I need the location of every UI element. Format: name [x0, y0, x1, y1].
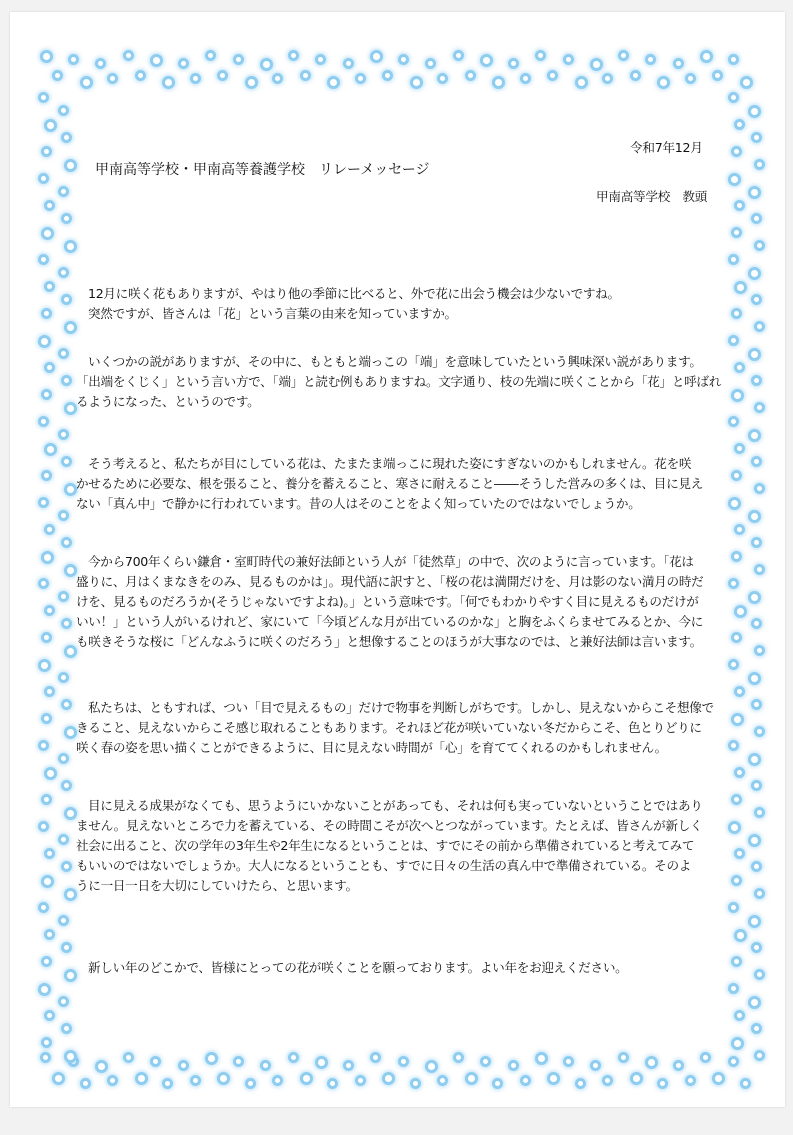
bubble-dot: [425, 1060, 438, 1073]
text-line: いくつかの説がありますが、その中に、もともと端っこの「端」を意味していたという興味深い説があります。: [88, 354, 702, 369]
bubble-dot: [52, 1072, 65, 1085]
bubble-dot: [61, 375, 72, 386]
bubble-dot: [728, 54, 739, 65]
bubble-dot: [535, 50, 546, 61]
bubble-dot: [547, 70, 558, 81]
bubble-dot: [590, 58, 603, 71]
bubble-dot: [58, 267, 69, 278]
bubble-dot: [41, 227, 54, 240]
bubble-dot: [58, 429, 69, 440]
bubble-dot: [44, 767, 57, 780]
bubble-dot: [61, 132, 72, 143]
bubble-dot: [734, 767, 745, 778]
bubble-dot: [575, 76, 588, 89]
text-line: そう考えると、私たちが目にしている花は、たまたま端っこに現れた姿にすぎないのかもしれません。花を咲: [88, 456, 692, 471]
bubble-dot: [260, 58, 273, 71]
bubble-dot: [260, 1060, 271, 1071]
bubble-dot: [410, 76, 423, 89]
bubble-dot: [38, 740, 49, 751]
bubble-dot: [751, 132, 762, 143]
bubble-dot: [61, 537, 72, 548]
text-line: 突然ですが、皆さんは「花」という言葉の由来を知っていますか。: [88, 306, 457, 321]
bubble-dot: [58, 753, 69, 764]
bubble-dot: [150, 1056, 161, 1067]
bubble-dot: [748, 429, 761, 442]
bubble-dot: [162, 1078, 173, 1089]
bubble-dot: [618, 50, 629, 61]
bubble-dot: [41, 1037, 52, 1048]
bubble-dot: [52, 70, 63, 81]
bubble-dot: [734, 929, 747, 942]
bubble-dot: [480, 1056, 491, 1067]
text-line: るようになった、というのです。: [76, 394, 260, 409]
bubble-dot: [748, 996, 761, 1009]
bubble-dot: [135, 70, 146, 81]
paragraph-3: [76, 454, 736, 514]
bubble-dot: [343, 1060, 354, 1071]
bubble-dot: [58, 186, 69, 197]
bubble-dot: [754, 807, 765, 818]
bubble-dot: [272, 73, 283, 84]
bubble-dot: [754, 726, 765, 737]
bubble-dot: [44, 1010, 55, 1021]
bubble-dot: [748, 834, 761, 847]
bubble-dot: [41, 551, 54, 564]
bubble-dot: [751, 780, 762, 791]
bubble-dot: [630, 70, 641, 81]
bubble-dot: [272, 1075, 283, 1086]
bubble-dot: [751, 618, 762, 629]
bubble-dot: [162, 76, 175, 89]
bubble-dot: [217, 70, 228, 81]
bubble-dot: [315, 1056, 328, 1069]
text-line: いい！」という人がいるけれど、家にいて「今頃どんな月が出ているのかな」と胸をふくらませてみるとか、今に: [76, 614, 703, 629]
bubble-dot: [657, 1078, 668, 1089]
bubble-dot: [288, 50, 299, 61]
bubble-dot: [38, 578, 49, 589]
bubble-dot: [95, 1060, 108, 1073]
bubble-dot: [61, 213, 72, 224]
text-line: 12月に咲く花もありますが、やはり他の季節に比べると、外で花に出会う機会は少ないですね。: [88, 286, 620, 301]
bubble-dot: [61, 294, 72, 305]
bubble-dot: [41, 470, 52, 481]
bubble-dot: [453, 50, 464, 61]
bubble-dot: [38, 173, 49, 184]
bubble-dot: [740, 76, 753, 89]
bubble-dot: [734, 200, 745, 211]
bubble-dot: [38, 902, 49, 913]
bubble-dot: [657, 76, 670, 89]
bubble-dot: [645, 54, 656, 65]
bubble-dot: [41, 389, 52, 400]
bubble-dot: [41, 308, 52, 319]
bubble-dot: [44, 443, 57, 456]
bubble-dot: [382, 70, 393, 81]
bubble-dot: [44, 524, 55, 535]
bubble-dot: [754, 483, 765, 494]
bubble-dot: [520, 1075, 531, 1086]
bubble-dot: [751, 456, 762, 467]
bubble-dot: [107, 73, 118, 84]
bubble-dot: [38, 983, 51, 996]
bubble-dot: [465, 1072, 478, 1085]
bubble-dot: [41, 794, 52, 805]
document-date: 令和7年12月: [630, 140, 703, 155]
bubble-dot: [754, 321, 765, 332]
text-line: もいいのではないでしょうか。大人になるということも、すでに日々の生活の真ん中で準備されている。そのよ: [76, 858, 692, 873]
bubble-dot: [437, 1075, 448, 1086]
bubble-dot: [602, 73, 613, 84]
bubble-dot: [754, 159, 765, 170]
bubble-dot: [734, 686, 745, 697]
bubble-dot: [492, 76, 505, 89]
text-line: 「出端をくじく」という言い方で、「端」と読む例もありますね。文字通り、枝の先端に咲くことから「花」と呼ばれ: [76, 374, 722, 389]
bubble-dot: [751, 861, 762, 872]
bubble-dot: [748, 672, 761, 685]
paragraph-7: [76, 958, 736, 978]
bubble-dot: [233, 1056, 244, 1067]
bubble-dot: [64, 1050, 77, 1063]
bubble-dot: [38, 821, 49, 832]
bubble-dot: [728, 254, 739, 265]
bubble-dot: [751, 699, 762, 710]
bubble-dot: [370, 1052, 381, 1063]
bubble-dot: [731, 1037, 744, 1050]
bubble-dot: [754, 402, 765, 413]
bubble-dot: [751, 537, 762, 548]
bubble-dot: [61, 861, 72, 872]
bubble-dot: [754, 240, 765, 251]
bubble-dot: [590, 1060, 601, 1071]
bubble-dot: [370, 50, 383, 63]
bubble-dot: [734, 119, 745, 130]
bubble-dot: [748, 753, 761, 766]
bubble-dot: [437, 73, 448, 84]
bubble-dot: [748, 915, 761, 928]
bubble-dot: [38, 254, 49, 265]
bubble-dot: [41, 875, 54, 888]
bubble-dot: [734, 524, 745, 535]
bubble-dot: [748, 186, 761, 199]
bubble-dot: [38, 335, 51, 348]
bubble-dot: [135, 1072, 148, 1085]
bubble-dot: [673, 1060, 684, 1071]
bubble-dot: [38, 497, 49, 508]
bubble-dot: [61, 780, 72, 791]
bubble-dot: [754, 888, 765, 899]
bubble-dot: [64, 159, 77, 172]
bubble-dot: [61, 942, 72, 953]
bubble-dot: [41, 146, 52, 157]
bubble-dot: [685, 73, 696, 84]
bubble-dot: [712, 1072, 725, 1085]
bubble-dot: [58, 105, 69, 116]
bubble-dot: [728, 335, 739, 346]
bubble-dot: [382, 1072, 395, 1085]
bubble-dot: [731, 227, 742, 238]
document-page: [10, 12, 785, 1107]
bubble-dot: [178, 58, 189, 69]
bubble-dot: [123, 50, 134, 61]
bubble-dot: [58, 591, 69, 602]
bubble-dot: [38, 416, 49, 427]
text-line: 咲く春の姿を思い描くことができるように、目に見えない時間が「心」を育ててくれるのかもしれません。: [76, 740, 667, 755]
bubble-dot: [58, 834, 69, 845]
bubble-dot: [728, 173, 741, 186]
text-line: きること、見えないからこそ感じ取れることもあります。それほど花が咲いていない冬だからこそ、色とりどりに: [76, 720, 702, 735]
bubble-dot: [480, 54, 493, 67]
bubble-dot: [751, 942, 762, 953]
bubble-dot: [563, 54, 574, 65]
bubble-dot: [754, 969, 765, 980]
bubble-dot: [748, 510, 761, 523]
bubble-dot: [58, 996, 69, 1007]
bubble-dot: [44, 281, 55, 292]
bubble-dot: [44, 119, 57, 132]
text-line: けを、見るものだろうか(そうじゃないですよね)。」という意味です。「何でもわかりやすく目に見えるものだけが: [76, 594, 699, 609]
bubble-dot: [61, 618, 72, 629]
bubble-dot: [728, 659, 739, 670]
bubble-dot: [751, 1023, 762, 1034]
document-author: 甲南高等学校 教頭: [596, 189, 708, 204]
bubble-dot: [107, 1075, 118, 1086]
bubble-dot: [453, 1052, 464, 1063]
bubble-dot: [44, 200, 55, 211]
bubble-dot: [41, 632, 52, 643]
bubble-dot: [645, 1056, 658, 1069]
bubble-dot: [700, 1052, 711, 1063]
bubble-dot: [58, 915, 69, 926]
bubble-dot: [740, 1078, 751, 1089]
bubble-dot: [80, 76, 93, 89]
bubble-dot: [41, 713, 52, 724]
bubble-dot: [315, 54, 326, 65]
bubble-dot: [700, 50, 713, 63]
text-line: 新しい年のどこかで、皆様にとっての花が咲くことを願っております。よい年をお迎えください。: [88, 960, 628, 975]
bubble-dot: [178, 1060, 189, 1071]
bubble-dot: [751, 213, 762, 224]
bubble-dot: [95, 58, 106, 69]
bubble-dot: [58, 672, 69, 683]
text-line: うに一日一日を大切にしていけたら、と思います。: [76, 878, 358, 893]
bubble-dot: [728, 1056, 739, 1067]
bubble-dot: [205, 1052, 218, 1065]
bubble-dot: [751, 294, 762, 305]
bubble-dot: [728, 92, 739, 103]
bubble-dot: [734, 1010, 745, 1021]
bubble-dot: [630, 1072, 643, 1085]
bubble-dot: [288, 1052, 299, 1063]
bubble-dot: [300, 70, 311, 81]
bubble-dot: [245, 1078, 256, 1089]
bubble-dot: [58, 348, 69, 359]
bubble-dot: [754, 1050, 765, 1061]
bubble-dot: [190, 73, 201, 84]
bubble-dot: [355, 1075, 366, 1086]
bubble-dot: [685, 1075, 696, 1086]
bubble-dot: [58, 510, 69, 521]
bubble-dot: [80, 1078, 91, 1089]
bubble-dot: [748, 348, 761, 361]
bubble-dot: [748, 267, 761, 280]
paragraph-2: [76, 352, 736, 412]
bubble-dot: [44, 362, 55, 373]
bubble-dot: [38, 92, 49, 103]
bubble-dot: [44, 929, 55, 940]
bubble-dot: [618, 1052, 629, 1063]
text-line: ません。見えないところで力を蓄えている、その時間こそが次へとつながっています。たとえば、皆さんが新しく: [76, 818, 703, 833]
bubble-dot: [327, 1078, 338, 1089]
text-line: かせるために必要な、根を張ること、養分を蓄えること、寒さに耐えること――そうした営みの多くは、目に見え: [76, 476, 703, 491]
bubble-dot: [68, 54, 79, 65]
bubble-dot: [425, 58, 436, 69]
bubble-dot: [38, 659, 51, 672]
bubble-dot: [602, 1075, 613, 1086]
bubble-dot: [398, 54, 409, 65]
bubble-dot: [492, 1078, 503, 1089]
bubble-dot: [575, 1078, 586, 1089]
text-line: 私たちは、ともすれば、つい「目で見えるもの」だけで物事を判断しがちです。しかし、見えないからこそ想像で: [88, 700, 714, 715]
bubble-dot: [217, 1072, 230, 1085]
bubble-dot: [754, 645, 765, 656]
bubble-dot: [64, 240, 77, 253]
bubble-dot: [563, 1056, 574, 1067]
bubble-dot: [327, 76, 340, 89]
bubble-dot: [190, 1075, 201, 1086]
bubble-dot: [547, 1072, 560, 1085]
bubble-dot: [410, 1078, 421, 1089]
bubble-dot: [731, 146, 742, 157]
bubble-dot: [205, 50, 216, 61]
bubble-dot: [673, 58, 684, 69]
bubble-dot: [245, 76, 258, 89]
bubble-dot: [40, 1052, 51, 1063]
text-line: も咲きそうな桜に「どんなふうに咲くのだろう」と想像することのほうが大事なのでは、と兼好法師は言います。: [76, 634, 702, 649]
bubble-dot: [44, 686, 55, 697]
bubble-dot: [61, 456, 72, 467]
text-line: 今から700年くらい鎌倉・室町時代の兼好法師という人が「徒然草」の中で、次のように言っています。「花は: [88, 554, 694, 569]
bubble-dot: [343, 58, 354, 69]
bubble-dot: [520, 73, 531, 84]
paragraph-5: [76, 698, 736, 758]
bubble-dot: [751, 375, 762, 386]
bubble-dot: [61, 699, 72, 710]
text-line: ない「真ん中」で静かに行われています。昔の人はそのことをよく知っていたのではないでしょうか。: [76, 496, 641, 511]
bubble-dot: [398, 1056, 409, 1067]
bubble-dot: [728, 902, 739, 913]
bubble-dot: [748, 591, 761, 604]
bubble-dot: [728, 416, 739, 427]
bubble-dot: [233, 54, 244, 65]
bubble-dot: [508, 58, 519, 69]
bubble-dot: [61, 1023, 72, 1034]
paragraph-6: [76, 796, 736, 896]
bubble-dot: [748, 105, 761, 118]
bubble-dot: [40, 50, 53, 63]
bubble-dot: [712, 70, 723, 81]
paragraph-4: [76, 552, 736, 652]
bubble-dot: [508, 1060, 519, 1071]
bubble-dot: [465, 70, 476, 81]
bubble-dot: [123, 1052, 134, 1063]
bubble-dot: [355, 73, 366, 84]
bubble-dot: [535, 1052, 548, 1065]
bubble-dot: [734, 443, 745, 454]
bubble-dot: [754, 564, 765, 575]
bubble-dot: [44, 605, 55, 616]
paragraph-1: [76, 284, 736, 324]
document-title: 甲南高等学校・甲南高等養護学校 リレーメッセージ: [95, 162, 430, 178]
bubble-dot: [44, 848, 55, 859]
text-line: 目に見える成果がなくても、思うようにいかないことがあっても、それは何も実っていないということではあり: [88, 798, 703, 813]
bubble-dot: [300, 1072, 313, 1085]
bubble-dot: [728, 983, 739, 994]
text-line: 盛りに、月はくまなきをのみ、見るものかは」。現代語に訳すと、「桜の花は満開だけを、月は影のない満月の時だ: [76, 574, 704, 589]
bubble-dot: [150, 54, 163, 67]
text-line: 社会に出ること、次の学年の3年生や2年生になるということは、すでにその前から準備されていると考えてみて: [76, 838, 695, 853]
bubble-dot: [41, 956, 52, 967]
